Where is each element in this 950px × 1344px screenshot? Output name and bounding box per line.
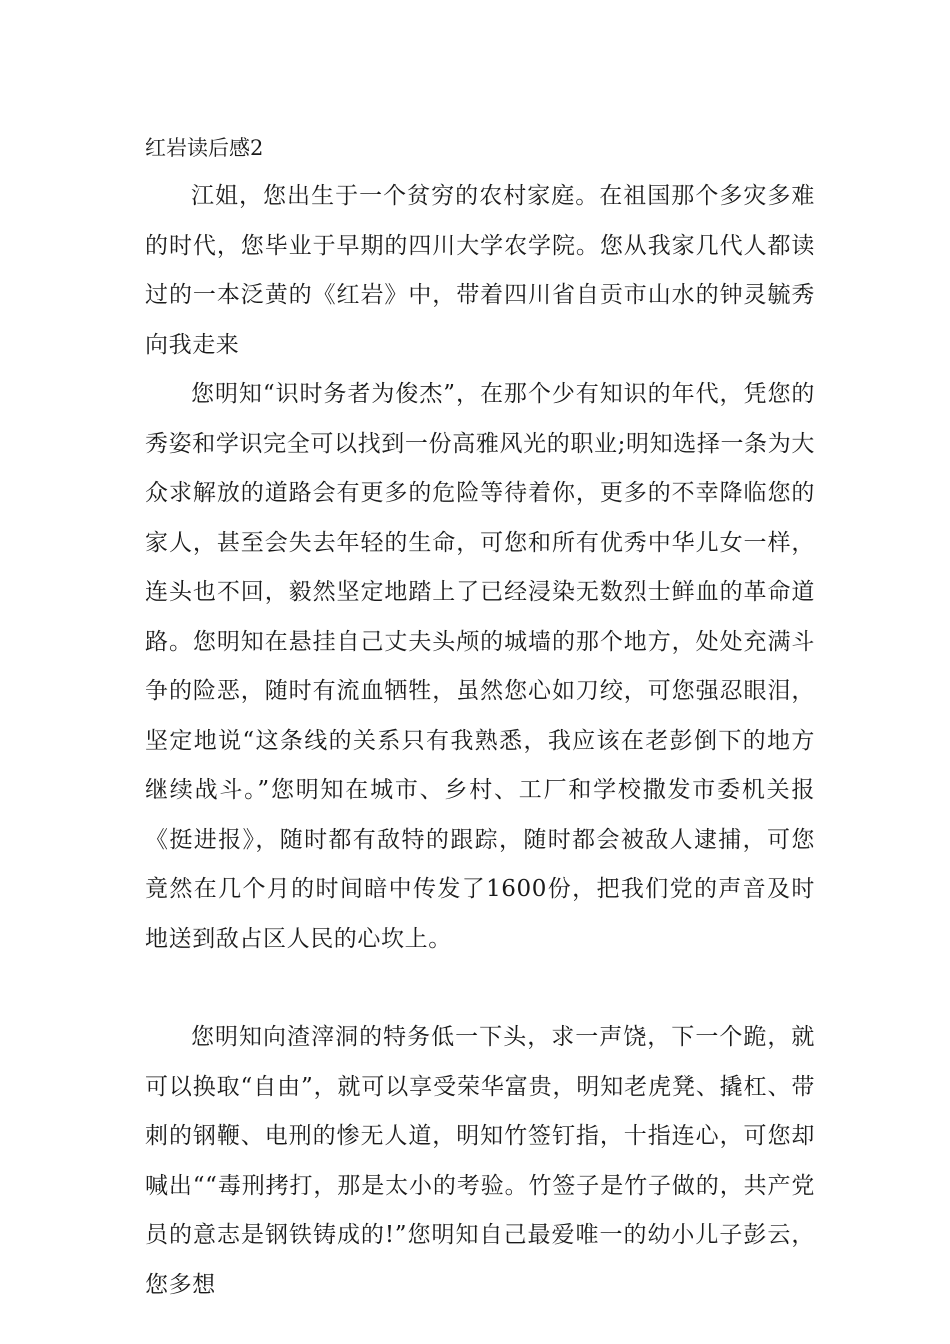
document-title: 红岩读后感2 (145, 136, 264, 160)
paragraph-spacer (145, 964, 815, 1013)
paragraph-3: 您明知向渣滓洞的特务低一下头，求一声饶，下一个跪，就可以换取“自由”，就可以享受荣华富贵，明知老虎凳、撬杠、带刺的钢鞭、电刑的惨无人道，明知竹签钉指，十指连心，可您却喊出““毒刑拷打，那是太小的考验。竹签子是竹子做的，共产党员的意志是钢铁铸成的!”您明知自己最爱唯一的幼小儿子彭云，您多想 (145, 1024, 815, 1298)
document-body (145, 134, 815, 1310)
paragraph-1: 江姐，您出生于一个贫穷的农村家庭。在祖国那个多灾多难的时代，您毕业于早期的四川大学农学院。您从我家几代人都读过的一本泛黄的《红岩》中，带着四川省自贡市山水的钟灵毓秀向我走来 (145, 183, 815, 358)
paragraph-2: 您明知“识时务者为俊杰”，在那个少有知识的年代，凭您的秀姿和学识完全可以找到一份高雅风光的职业;明知选择一条为大众求解放的道路会有更多的危险等待着你，更多的不幸降临您的家人，甚至会失去年轻的生命，可您和所有优秀中华儿女一样，连头也不回，毅然坚定地踏上了已经浸染无数烈士鲜血的革命道路。您明知在悬挂自己丈夫头颅的城墙的那个地方，处处充满斗争的险恶，随时有流血牺牲，虽然您心如刀绞，可您强忍眼泪，坚定地说“这条线的关系只有我熟悉，我应该在老彭倒下的地方继续战斗。”您明知在城市、乡村、工厂和学校撒发市委机关报《挺进报》，随时都有敌特的跟踪，随时都会被敌人逮捕，可您竟然在几个月的时间暗中传发了1600份，把我们党的声音及时地送到敌占区人民的心坎上。 (145, 381, 815, 952)
